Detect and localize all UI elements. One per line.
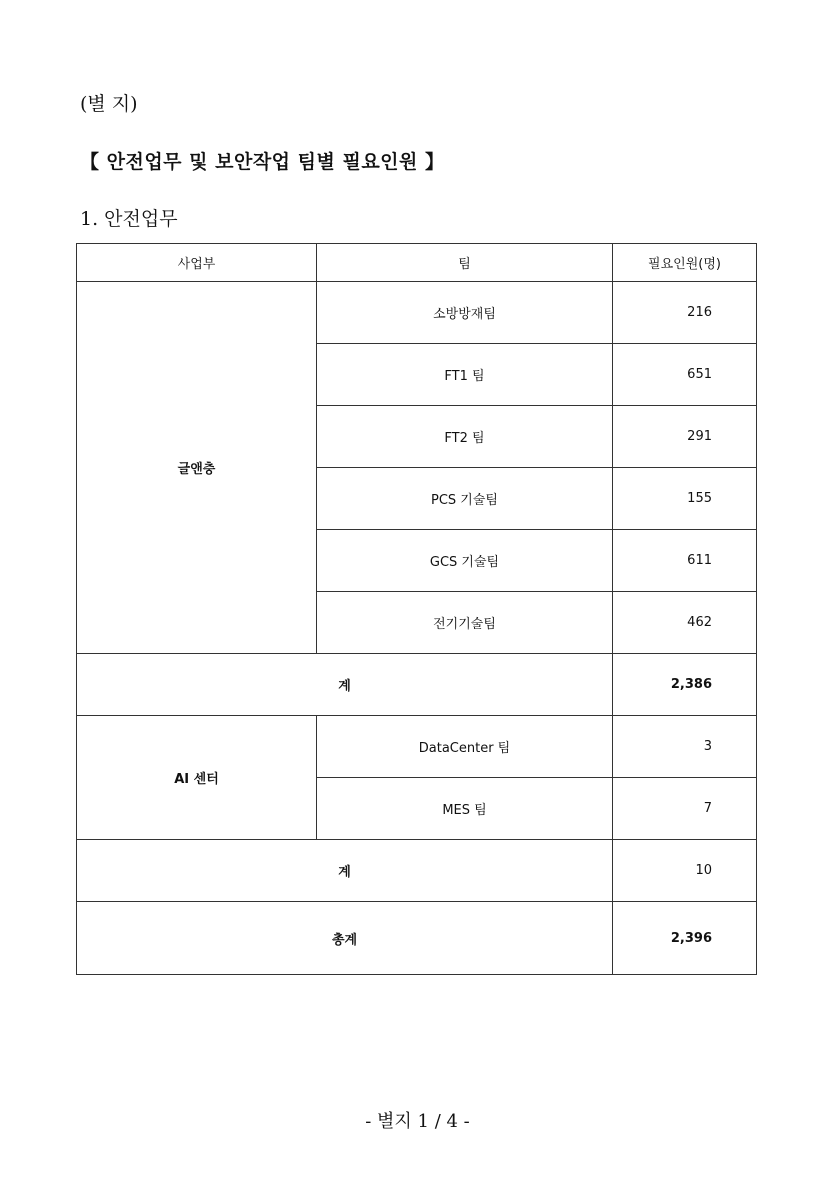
division-cell: 글앤충 (77, 282, 317, 654)
division-cell: AI 센터 (77, 716, 317, 840)
team-cell: PCS 기술팀 (317, 468, 613, 530)
count-cell: 611 (613, 530, 757, 592)
count-cell: 651 (613, 344, 757, 406)
header-required: 필요인원(명) (613, 244, 757, 282)
team-cell: 소방방재팀 (317, 282, 613, 344)
team-cell: DataCenter 팀 (317, 716, 613, 778)
staffing-table (76, 243, 757, 975)
team-cell: 전기기술팀 (317, 592, 613, 654)
count-cell: 462 (613, 592, 757, 654)
count-cell: 7 (613, 778, 757, 840)
count-cell: 3 (613, 716, 757, 778)
subtotal-row (77, 654, 757, 716)
count-cell: 216 (613, 282, 757, 344)
document-title: 【 안전업무 및 보안작업 팀별 필요인원 】 (80, 151, 445, 173)
annex-label: (별 지) (80, 93, 138, 115)
page-footer: - 별지 1 / 4 - (365, 1111, 470, 1132)
section-title: 1. 안전업무 (80, 208, 178, 230)
grand-total-row (77, 902, 757, 975)
subtotal-label: 계 (77, 840, 613, 902)
table-header-row (77, 244, 757, 282)
team-cell: MES 팀 (317, 778, 613, 840)
team-cell: GCS 기술팀 (317, 530, 613, 592)
subtotal-row (77, 840, 757, 902)
grand-total-label: 총계 (77, 902, 613, 975)
count-cell: 155 (613, 468, 757, 530)
header-team: 팀 (317, 244, 613, 282)
team-cell: FT2 팀 (317, 406, 613, 468)
subtotal-value: 10 (613, 840, 757, 902)
count-cell: 291 (613, 406, 757, 468)
grand-total-value: 2,396 (613, 902, 757, 975)
header-division: 사업부 (77, 244, 317, 282)
table-row (77, 282, 757, 344)
team-cell: FT1 팀 (317, 344, 613, 406)
table-row (77, 716, 757, 778)
subtotal-label: 계 (77, 654, 613, 716)
subtotal-value: 2,386 (613, 654, 757, 716)
